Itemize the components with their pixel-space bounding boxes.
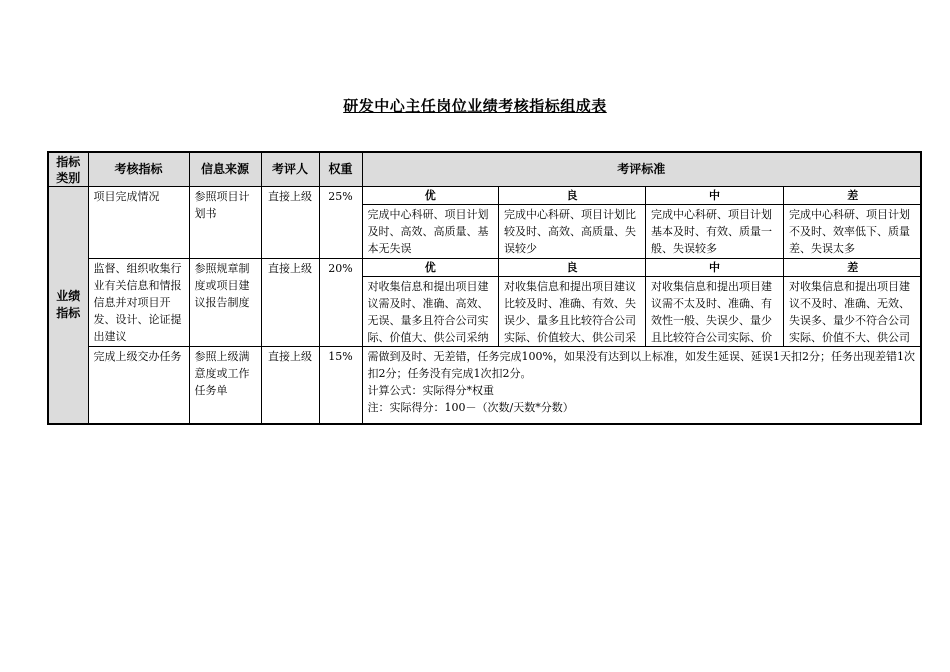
grade-good: 良 xyxy=(499,187,646,205)
category-line2: 指标 xyxy=(56,305,81,320)
grade-poor: 差 xyxy=(784,187,922,205)
standard-average: 对收集信息和提出项目建议需不太及时、准确、有效性一般、失误少、量少且比较符合公司实际、价 xyxy=(651,280,772,344)
evaluator-cell: 直接上级 xyxy=(261,187,319,259)
header-evaluator: 考评人 xyxy=(261,152,319,187)
category-line1: 业绩 xyxy=(56,288,81,303)
source-cell: 参照上级满意度或工作任务单 xyxy=(189,347,261,424)
grade-excellent: 优 xyxy=(363,259,499,277)
standard-average: 完成中心科研、项目计划基本及时、有效、质量一般、失误较多 xyxy=(651,208,772,255)
header-row xyxy=(48,152,921,187)
page-title: 研发中心主任岗位业绩考核指标组成表 xyxy=(343,97,607,115)
standard-text: 需做到及时、无差错，任务完成100%，如果没有达到以上标准，如发生延误、延误1天扣2分；任务出现差错1次扣2分；任务没有完成1次扣2分。 xyxy=(367,350,915,380)
standard-excellent: 对收集信息和提出项目建议需及时、准确、高效、无误、量多且符合公司实际、价值大、供公司采纳 xyxy=(367,280,489,344)
grade-table xyxy=(363,259,922,346)
category-cell xyxy=(48,187,88,424)
weight-cell: 25% xyxy=(319,187,362,259)
source-cell: 参照规章制度或项目建议报告制度 xyxy=(189,259,261,347)
standard-poor: 完成中心科研、项目计划不及时、效率低下、质量差、失误太多 xyxy=(789,208,910,255)
grade-table xyxy=(363,187,922,258)
standard-poor: 对收集信息和提出项目建议不及时、准确、无效、失误多、量少不符合公司实际、价值不大、供公司 xyxy=(789,280,910,344)
grade-average: 中 xyxy=(646,187,784,205)
header-category-line1: 指标 xyxy=(56,154,81,169)
header-indicator: 考核指标 xyxy=(88,152,189,187)
table-row xyxy=(48,347,921,424)
grade-excellent: 优 xyxy=(363,187,499,205)
indicator-cell: 项目完成情况 xyxy=(88,187,189,259)
table-row xyxy=(48,187,921,259)
assessment-table xyxy=(47,151,922,425)
standard-excellent: 完成中心科研、项目计划及时、高效、高质量、基本无失误 xyxy=(367,208,489,255)
formula-text: 计算公式：实际得分*权重 xyxy=(367,384,494,397)
note-text: 注：实际得分：100－（次数/天数*分数） xyxy=(367,401,574,414)
header-standard: 考评标准 xyxy=(362,152,921,187)
header-category xyxy=(48,152,88,187)
standard-good: 完成中心科研、项目计划比较及时、高效、高质量、失误较少 xyxy=(504,208,636,255)
standard-cell xyxy=(362,187,921,259)
indicator-cell: 完成上级交办任务 xyxy=(88,347,189,424)
standard-cell xyxy=(362,347,921,424)
evaluator-cell: 直接上级 xyxy=(261,259,319,347)
weight-cell: 15% xyxy=(319,347,362,424)
header-weight: 权重 xyxy=(319,152,362,187)
standard-good: 对收集信息和提出项目建议比较及时、准确、有效、失误少、量多且比较符合公司实际、价值较大、供公司采 xyxy=(504,280,636,344)
source-cell: 参照项目计划书 xyxy=(189,187,261,259)
grade-average: 中 xyxy=(646,259,784,277)
standard-cell xyxy=(362,259,921,347)
grade-poor: 差 xyxy=(784,259,922,277)
weight-cell: 20% xyxy=(319,259,362,347)
table-row xyxy=(48,259,921,347)
grade-good: 良 xyxy=(499,259,646,277)
header-source: 信息来源 xyxy=(189,152,261,187)
indicator-cell: 监督、组织收集行业有关信息和情报信息并对项目开发、设计、论证提出建议 xyxy=(88,259,189,347)
header-category-line2: 类别 xyxy=(56,170,81,185)
evaluator-cell: 直接上级 xyxy=(261,347,319,424)
